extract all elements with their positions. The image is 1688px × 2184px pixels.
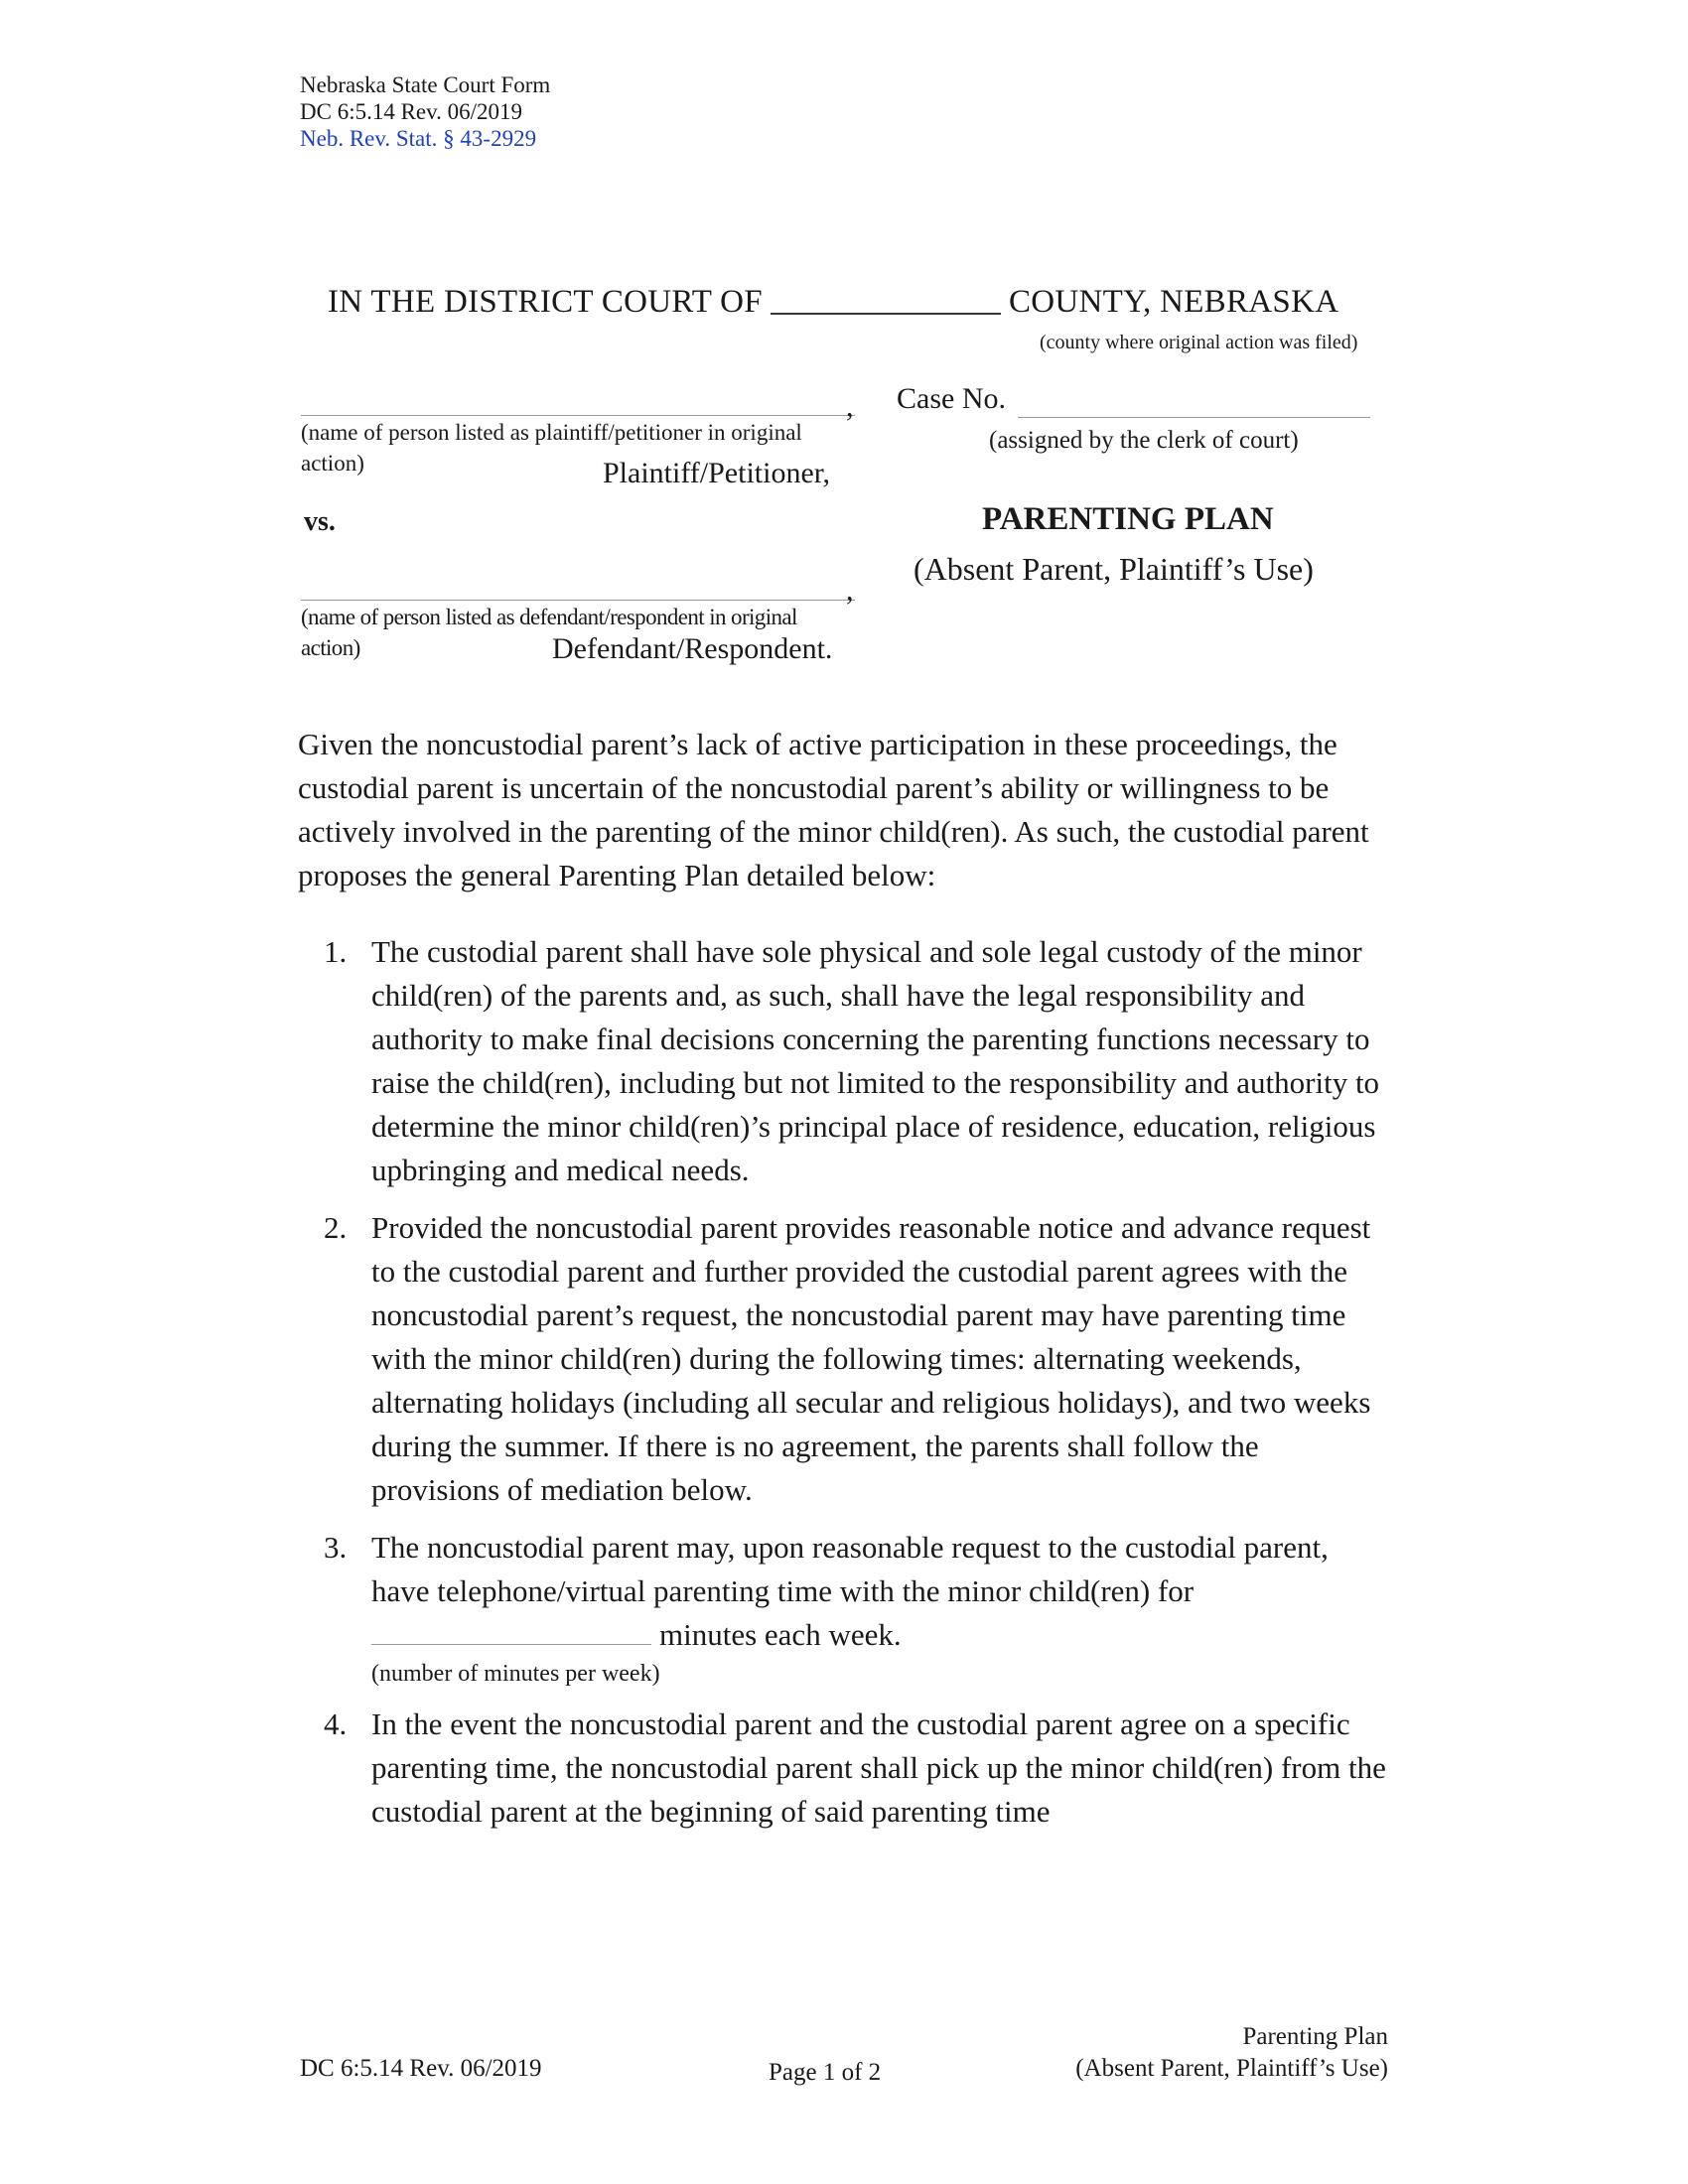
court-suffix: COUNTY, NEBRASKA: [1008, 284, 1339, 320]
minutes-note: (number of minutes per week): [371, 1661, 660, 1687]
case-number-field[interactable]: [1018, 417, 1370, 418]
versus: vs.: [304, 506, 336, 537]
provisions-list: [298, 930, 1390, 1847]
item-text: In the event the noncustodial parent and the custodial parent agree on a specific parenting time, the noncustodial parent shall pick up the minor child(ren) from the custodial parent at the beginning of said parenting time: [371, 1706, 1386, 1829]
plaintiff-comma: ,: [846, 390, 854, 423]
statute-link[interactable]: Neb. Rev. Stat. § 43-2929: [300, 126, 537, 151]
footer-code: DC 6:5.14 Rev. 06/2019: [300, 2055, 542, 2082]
form-name: Nebraska State Court Form: [300, 72, 551, 97]
page-number: Page 1 of 2: [769, 2059, 882, 2086]
form-code: DC 6:5.14 Rev. 06/2019: [300, 99, 523, 124]
footer-title-line2: (Absent Parent, Plaintiff’s Use): [1075, 2055, 1388, 2082]
footer-title-line1: Parenting Plan: [1242, 2023, 1388, 2050]
list-item: [298, 1526, 1390, 1689]
intro-paragraph: Given the noncustodial parent’s lack of active participation in these proceedings, the custodial parent is uncertain of the noncustodial parent’s ability or willingness to be actively involved in the parenting of the minor child(ren). As such, the custodial parent proposes the general Parenting Plan detailed below:: [298, 727, 1369, 892]
defendant-role: Defendant/Respondent.: [552, 632, 833, 665]
defendant-comma: ,: [846, 574, 854, 607]
county-blank[interactable]: [771, 312, 1001, 315]
document-title: PARENTING PLAN: [982, 501, 1274, 537]
item-text: The noncustodial parent may, upon reasonable request to the custodial parent, have telephone/virtual parenting time with the minor child(ren) for: [371, 1530, 1329, 1608]
item-text: The custodial parent shall have sole physical and sole legal custody of the minor child(ren) of the parents and, as such, shall have the legal responsibility and authority to make final decisions concerning the parenting functions necessary to raise the child(ren), including but not limited to the responsibility and authority to determine the minor child(ren)’s principal place of residence, education, religious upbringing and medical needs.: [371, 934, 1380, 1187]
document-subtitle: (Absent Parent, Plaintiff’s Use): [914, 551, 1314, 587]
list-item: [298, 1703, 1390, 1834]
court-prefix: IN THE DISTRICT COURT OF: [328, 284, 763, 320]
case-note: (assigned by the clerk of court): [989, 427, 1299, 454]
minutes-field[interactable]: [371, 1643, 651, 1645]
case-label: Case No.: [897, 382, 1006, 415]
court-line: [328, 284, 1338, 321]
defendant-note: (name of person listed as defendant/respondent in original action): [301, 605, 797, 660]
list-item: [298, 1206, 1390, 1512]
plaintiff-note: (name of person listed as plaintiff/petitioner in original action): [301, 420, 802, 476]
item-number: 2.: [324, 1210, 348, 1245]
footer-title: [1075, 2021, 1388, 2085]
list-item: [298, 930, 1390, 1192]
county-note: (county where original action was filed): [1040, 332, 1358, 353]
minutes-suffix: minutes each week.: [659, 1617, 902, 1652]
defendant-name-field[interactable]: [301, 600, 855, 601]
plaintiff-role: Plaintiff/Petitioner,: [603, 457, 831, 489]
item-text: Provided the noncustodial parent provides reasonable notice and advance request to the custodial parent and further provided the custodial parent agrees with the noncustodial parent’s request, the noncustodial parent may have parenting time with the minor child(ren) during the following times: alternating weekends, alternating holidays (including all secular and religious holidays), and two weeks during the summer. If there is no agreement, the parents shall follow the provisions of mediation below.: [371, 1210, 1371, 1507]
item-number: 3.: [324, 1530, 348, 1565]
plaintiff-name-field[interactable]: [301, 415, 855, 416]
item-number: 1.: [324, 934, 348, 969]
form-header: [300, 71, 550, 152]
item-number: 4.: [324, 1706, 348, 1741]
